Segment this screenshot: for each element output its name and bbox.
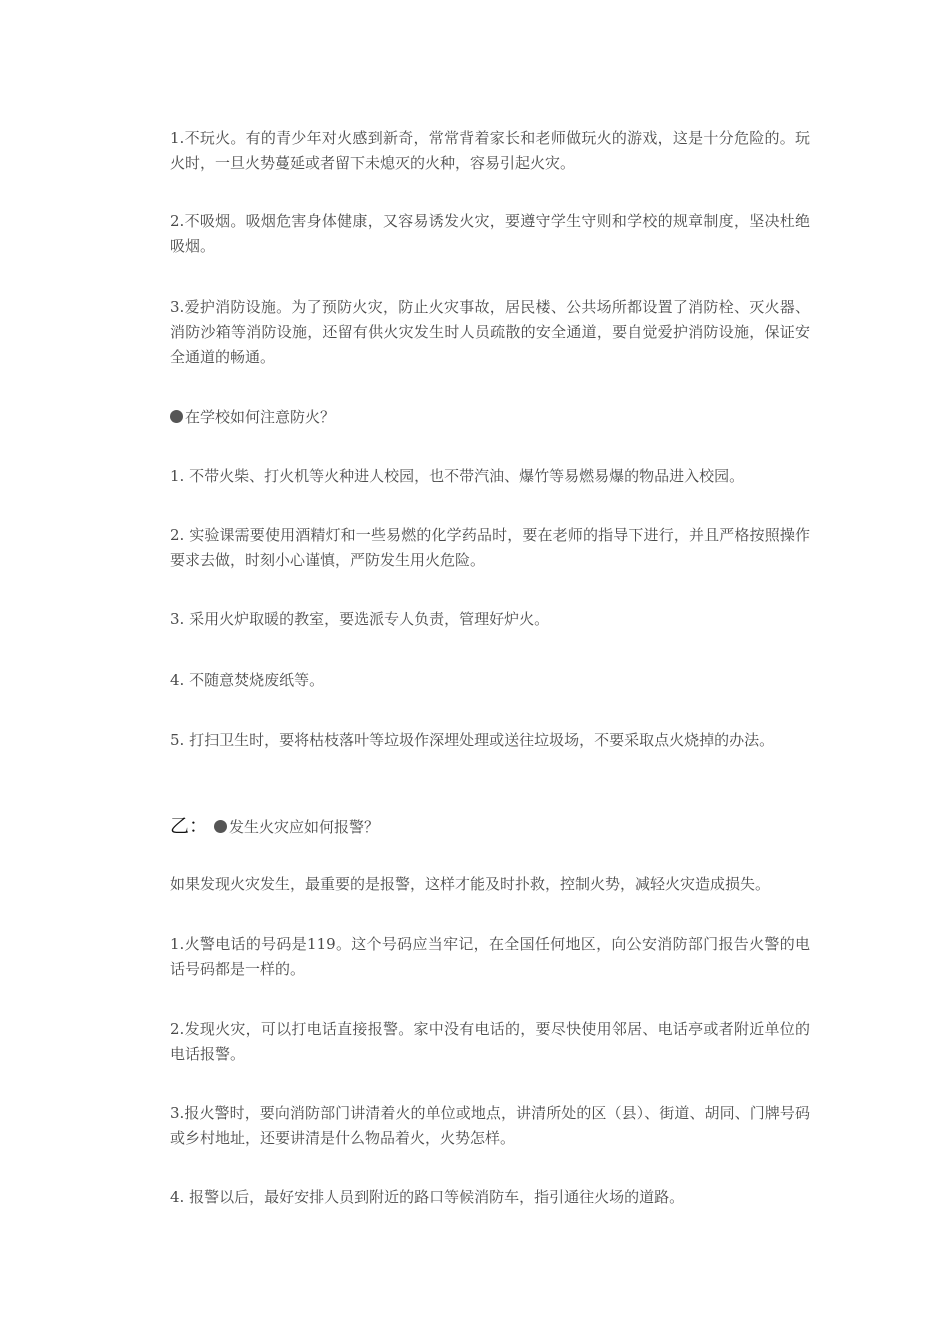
paragraph-school-2: 2. 实验课需要使用酒精灯和一些易燃的化学药品时，要在老师的指导下进行，并且严格按照操作要求去做，时刻小心谨慎，严防发生用火危险。 <box>170 526 810 569</box>
alarm-heading-text: 发生火灾应如何报警？ <box>229 818 380 836</box>
section-heading-alarm <box>170 814 810 840</box>
paragraph-alarm-1: 1.火警电话的号码是119。这个号码应当牢记，在全国任何地区，向公安消防部门报告火警的电话号码都是一样的。 <box>170 935 810 978</box>
paragraph-protect-facilities: 3.爱护消防设施。为了预防火灾，防止火灾事故，居民楼、公共场所都设置了消防栓、灭火器、消防沙箱等消防设施，还留有供火灾发生时人员疏散的安全通道，要自觉爱护消防设施，保证安全通道的畅通。 <box>170 298 810 366</box>
paragraph-alarm-3: 3.报火警时，要向消防部门讲清着火的单位或地点，讲清所处的区（县）、街道、胡同、门牌号码或乡村地址，还要讲清是什么物品着火，火势怎样。 <box>170 1104 810 1147</box>
bullet-icon <box>170 410 183 423</box>
paragraph-alarm-intro: 如果发现火灾发生，最重要的是报警，这样才能及时扑救，控制火势，减轻火灾造成损失。 <box>170 875 771 893</box>
paragraph-school-4: 4. 不随意焚烧废纸等。 <box>170 671 325 689</box>
paragraph-school-3: 3. 采用火炉取暖的教室，要选派专人负责，管理好炉火。 <box>170 610 550 628</box>
paragraph-no-smoking: 2.不吸烟。吸烟危害身体健康，又容易诱发火灾，要遵守学生守则和学校的规章制度，坚决杜绝吸烟。 <box>170 212 810 255</box>
paragraph-school-5: 5. 打扫卫生时，要将枯枝落叶等垃圾作深埋处理或送往垃圾场，不要采取点火烧掉的办法。 <box>170 731 775 749</box>
bullet-icon <box>214 820 227 833</box>
paragraph-alarm-4: 4. 报警以后，最好安排人员到附近的路口等候消防车，指引通往火场的道路。 <box>170 1188 685 1206</box>
alarm-prefix: 乙： <box>170 815 209 837</box>
section-heading-school <box>170 405 810 430</box>
school-heading-text: 在学校如何注意防火？ <box>185 408 336 426</box>
paragraph-school-1: 1. 不带火柴、打火机等火种进人校园，也不带汽油、爆竹等易燃易爆的物品进入校园。 <box>170 467 745 485</box>
paragraph-no-playing-fire: 1.不玩火。有的青少年对火感到新奇，常常背着家长和老师做玩火的游戏，这是十分危险的。玩火时，一旦火势蔓延或者留下未熄灭的火种，容易引起火灾。 <box>170 129 810 172</box>
paragraph-alarm-2: 2.发现火灾，可以打电话直接报警。家中没有电话的，要尽快使用邻居、电话亭或者附近单位的电话报警。 <box>170 1020 810 1063</box>
